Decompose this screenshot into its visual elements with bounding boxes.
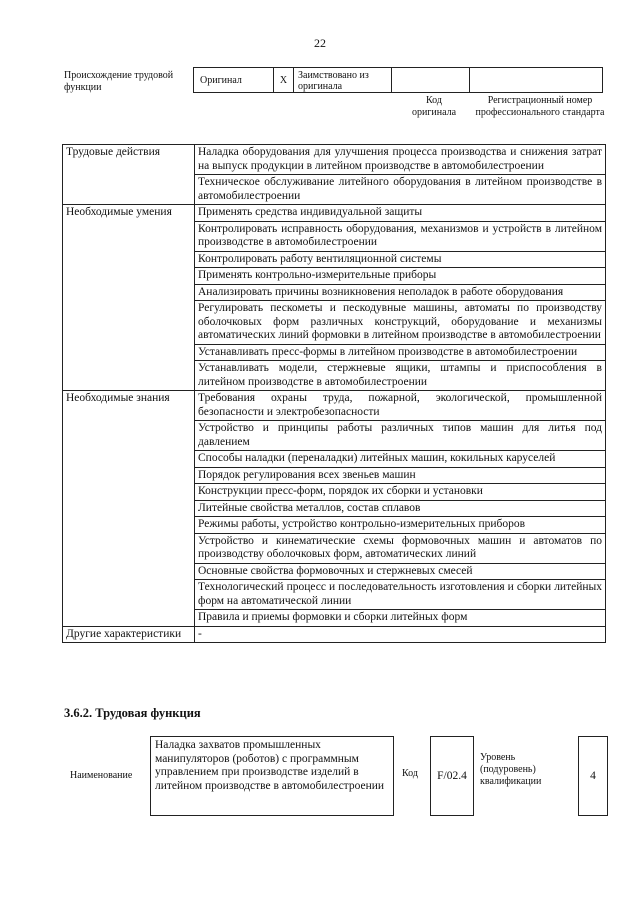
reg-number-caption: Регистрационный номер профессионального стандарта — [475, 95, 605, 118]
item-cell: Правила и приемы формовки и сборки литейных форм — [195, 610, 606, 627]
code-caption: Код оригинала — [411, 95, 457, 118]
code-label: Код — [402, 768, 418, 779]
table-row — [63, 145, 606, 175]
item-cell: Устройство и принципы работы различных типов машин для литья под давлением — [195, 421, 606, 451]
origin-original-cell: Оригинал — [194, 68, 274, 92]
item-cell: Режимы работы, устройство контрольно-измерительных приборов — [195, 517, 606, 534]
item-cell: Анализировать причины возникновения неполадок в работе оборудования — [195, 284, 606, 301]
name-label: Наименование — [70, 770, 133, 781]
origin-reg-cell — [470, 68, 602, 92]
item-cell: Применять контрольно-измерительные приборы — [195, 268, 606, 285]
origin-label: Происхождение трудовой функции — [64, 70, 174, 93]
category-cell: Трудовые действия — [63, 145, 195, 205]
item-cell: Устанавливать пресс-формы в литейном производстве в автомобилестроении — [195, 344, 606, 361]
origin-mark-cell: X — [274, 68, 294, 92]
item-cell: Наладка оборудования для улучшения процесса производства и снижения затрат на выпуск продукции в литейном производстве в автомобилестроении — [195, 145, 606, 175]
code-value: F/02.4 — [430, 736, 474, 816]
function-details-table — [62, 144, 606, 643]
category-cell: Другие характеристики — [63, 626, 195, 643]
origin-code-cell — [392, 68, 470, 92]
item-cell: Применять средства индивидуальной защиты — [195, 205, 606, 222]
item-cell: Конструкции пресс-форм, порядок их сборки и установки — [195, 484, 606, 501]
table-row — [63, 205, 606, 222]
category-cell: Необходимые умения — [63, 205, 195, 391]
section-title: 3.6.2. Трудовая функция — [64, 706, 201, 720]
item-cell: - — [195, 626, 606, 643]
level-label: Уровень (подуровень) квалификации — [480, 752, 542, 787]
item-cell: Устройство и кинематические схемы формовочных машин и автоматов по производству оболочковых форм, автоматических линий — [195, 533, 606, 563]
item-cell: Контролировать исправность оборудования, механизмов и устройств в литейном производстве в автомобилестроении — [195, 221, 606, 251]
item-cell: Техническое обслуживание литейного оборудования в литейном производстве в автомобилестроении — [195, 175, 606, 205]
table-row — [63, 391, 606, 421]
item-cell: Технологический процесс и последовательность изготовления и сборки литейных форм на автоматической линии — [195, 580, 606, 610]
item-cell: Контролировать работу вентиляционной системы — [195, 251, 606, 268]
item-cell: Способы наладки (переналадки) литейных машин, кокильных каруселей — [195, 451, 606, 468]
level-value: 4 — [578, 736, 608, 816]
name-value: Наладка захватов промышленных манипуляторов (роботов) с программным управлением при производстве изделий в литейном производстве в автомобилестроении — [150, 736, 394, 816]
table-row — [63, 626, 606, 643]
item-cell: Основные свойства формовочных и стержневых смесей — [195, 563, 606, 580]
origin-borrowed-cell: Заимствовано из оригинала — [294, 68, 392, 92]
item-cell: Устанавливать модели, стержневые ящики, штампы и приспособления в литейном производстве в автомобилестроении — [195, 361, 606, 391]
origin-table — [193, 67, 603, 93]
item-cell: Порядок регулирования всех звеньев машин — [195, 467, 606, 484]
item-cell: Регулировать пескометы и пескодувные машины, автоматы по производству оболочковых форм различных конструкций, оборудование и механизмы автоматических линий формовки в литейном производстве в автомобилестроении — [195, 301, 606, 345]
item-cell: Требования охраны труда, пожарной, экологической, промышленной безопасности и электробезопасности — [195, 391, 606, 421]
item-cell: Литейные свойства металлов, состав сплавов — [195, 500, 606, 517]
category-cell: Необходимые знания — [63, 391, 195, 627]
page-number: 22 — [314, 36, 326, 50]
